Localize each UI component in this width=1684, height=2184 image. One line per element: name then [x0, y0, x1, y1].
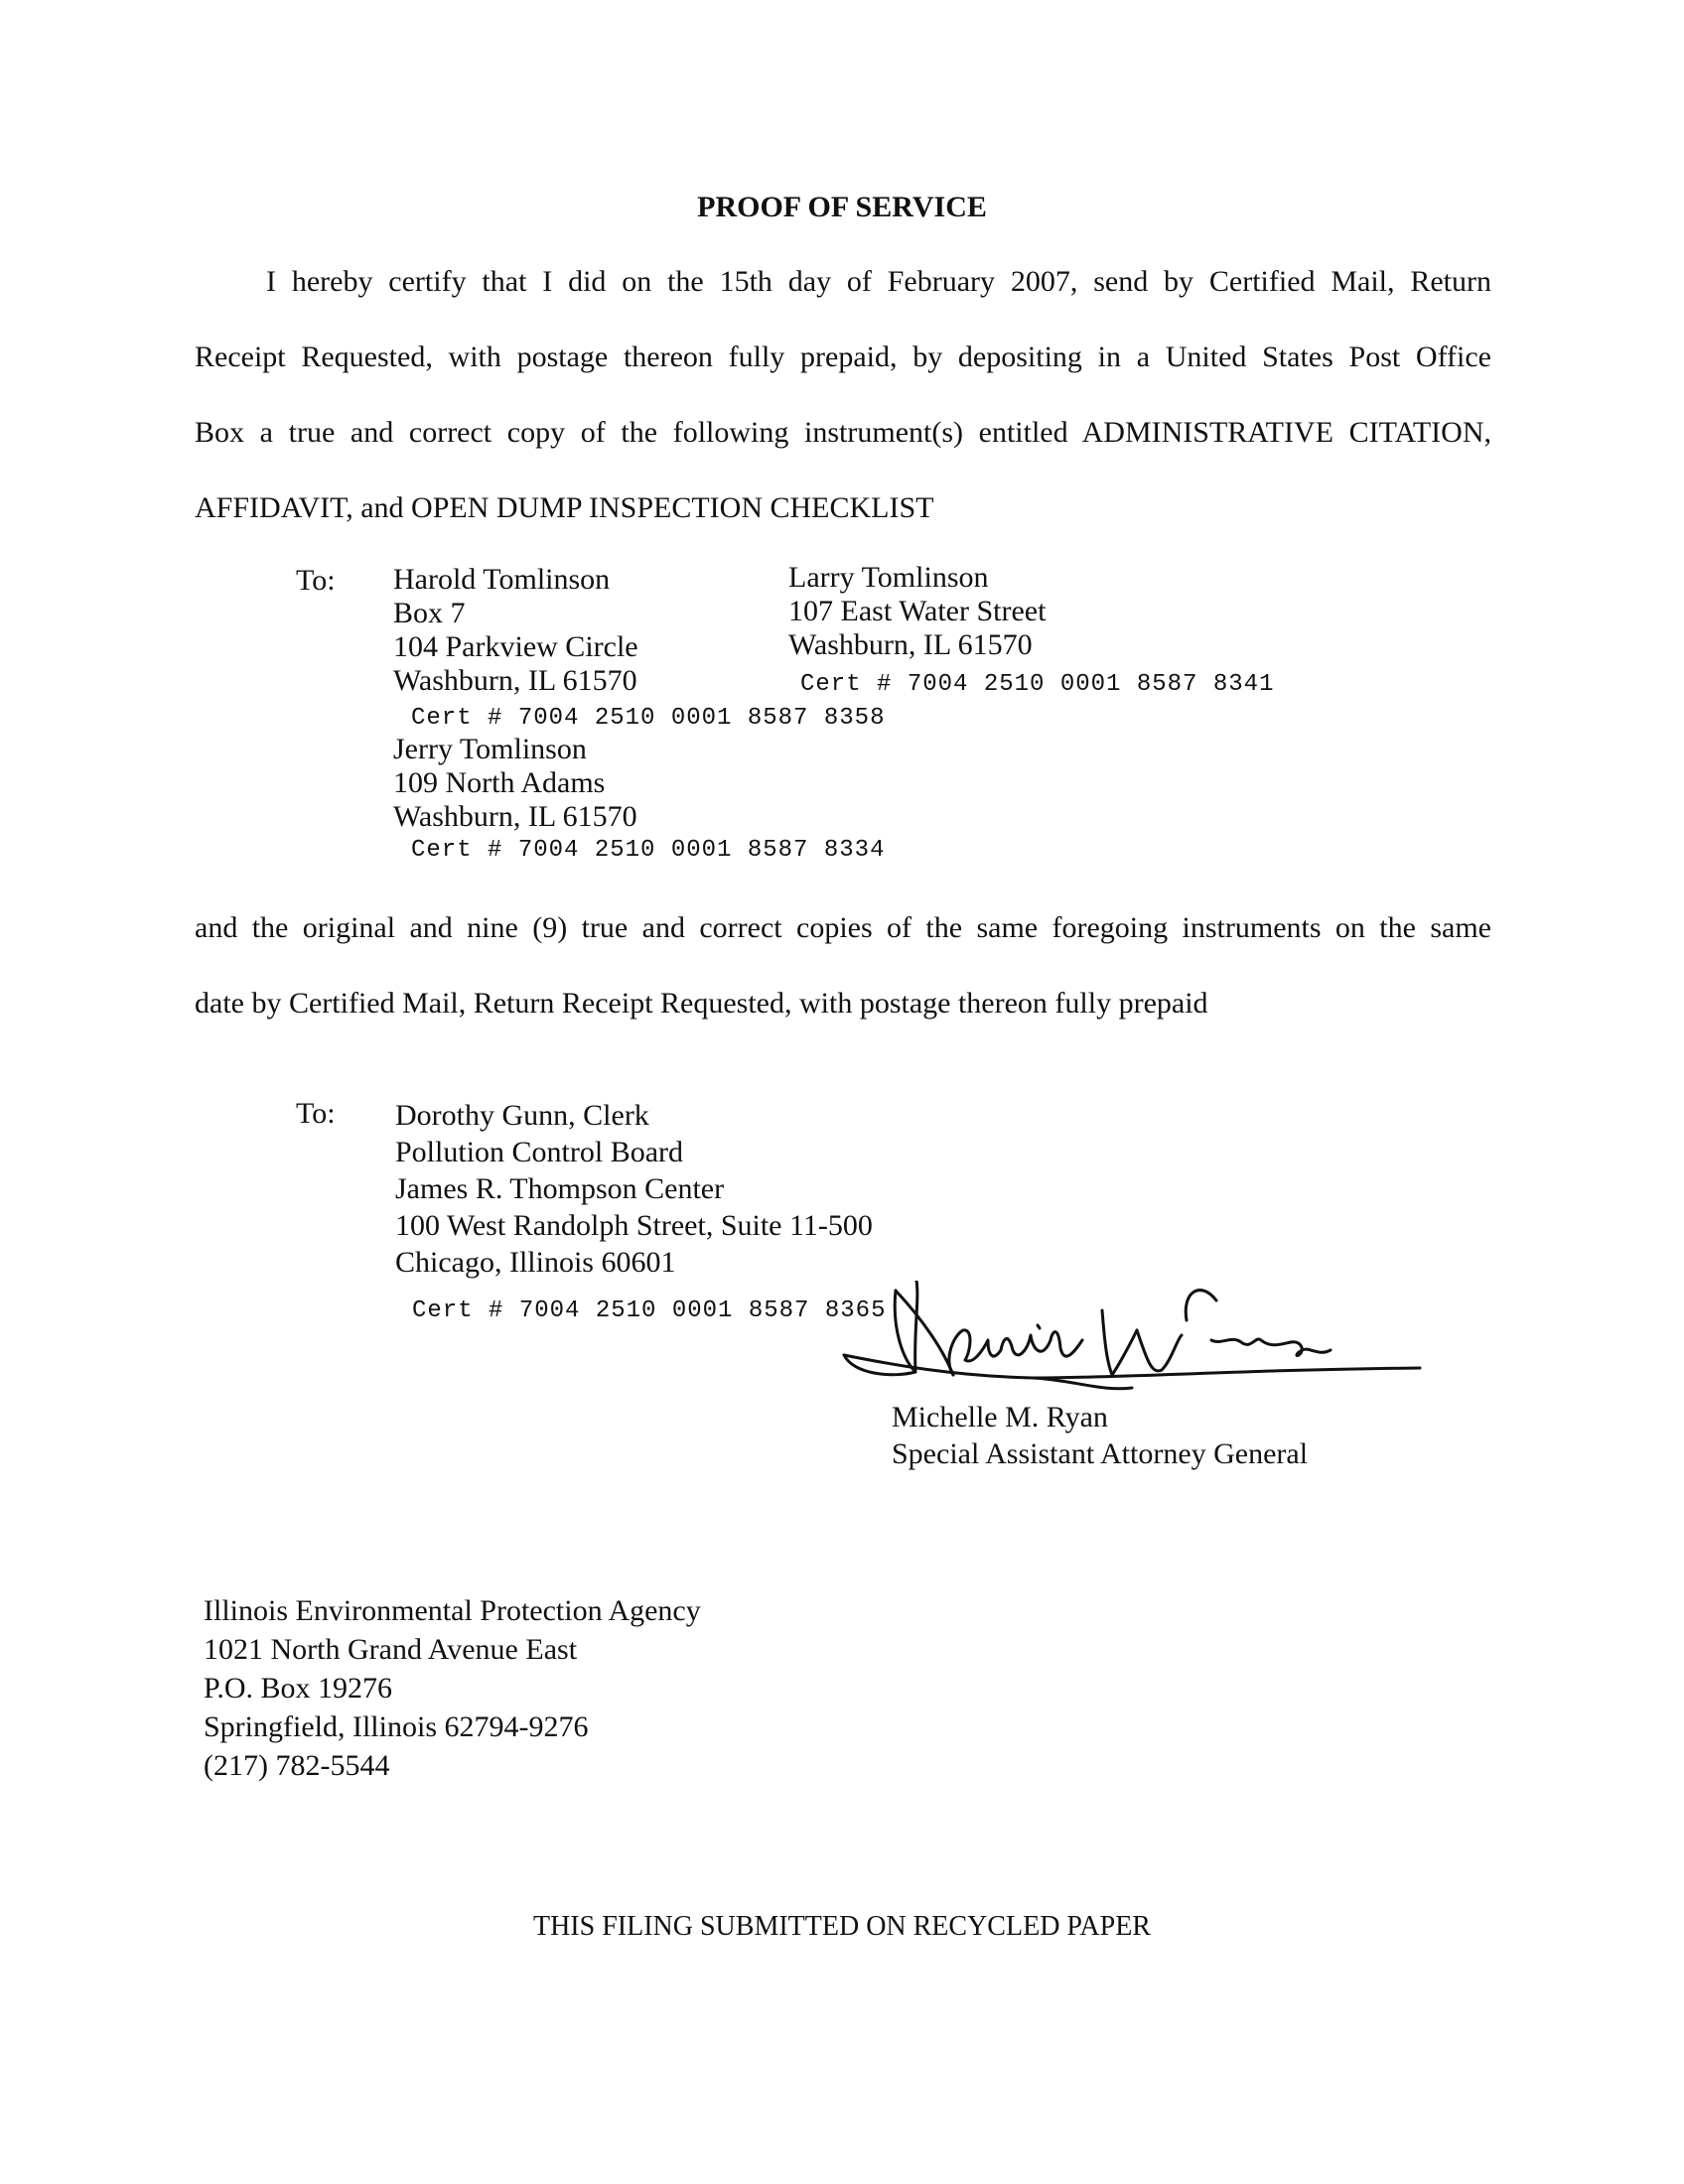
signer-block: [892, 1399, 1308, 1472]
agency-address-line: 1021 North Grand Avenue East: [204, 1633, 578, 1666]
agency-address-line: P.O. Box 19276: [204, 1672, 393, 1705]
clerk-address-line: Pollution Control Board: [395, 1136, 684, 1168]
agency-phone: (217) 782-5544: [204, 1749, 390, 1782]
signer-title: Special Assistant Attorney General: [892, 1437, 1309, 1470]
document-title: PROOF OF SERVICE: [697, 191, 987, 223]
recipient-address-line: Washburn, IL 61570: [788, 628, 1033, 661]
cert-number: Cert # 7004 2510 0001 8587 8334: [411, 837, 886, 864]
paragraph-line: Receipt Requested, with postage thereon fully prepaid, by depositing in a United States Post Office: [195, 341, 1491, 373]
to-label: To:: [296, 1097, 336, 1130]
recipient-address-line: Washburn, IL 61570: [393, 664, 637, 697]
paragraph-line: Box a true and correct copy of the following instrument(s) entitled ADMINISTRATIVE CITATION,: [195, 416, 1491, 449]
recipient-address-line: Box 7: [393, 597, 466, 629]
recipient-address-line: 109 North Adams: [393, 766, 606, 799]
paragraph-line: I hereby certify that I did on the 15th day of February 2007, send by Certified Mail, Return: [266, 265, 1491, 298]
recipient-clerk: [395, 1097, 873, 1281]
recipient-name: Jerry Tomlinson: [393, 733, 587, 765]
clerk-address-line: 100 West Randolph Street, Suite 11-500: [395, 1209, 873, 1242]
recipient-jerry: [393, 733, 637, 834]
clerk-address-line: James R. Thompson Center: [395, 1172, 725, 1205]
recipient-name: Larry Tomlinson: [788, 561, 989, 594]
recipient-harold: [393, 563, 638, 698]
to-label: To:: [296, 564, 336, 597]
certification-paragraph: [195, 244, 1491, 546]
clerk-name: Dorothy Gunn, Clerk: [395, 1099, 649, 1132]
recipient-name: Harold Tomlinson: [393, 563, 611, 596]
recipient-address-line: 107 East Water Street: [788, 595, 1047, 627]
copies-paragraph: [195, 890, 1491, 1041]
signer-name: Michelle M. Ryan: [892, 1401, 1108, 1433]
recipient-address-line: 104 Parkview Circle: [393, 630, 638, 663]
agency-address: [204, 1591, 701, 1785]
cert-number: Cert # 7004 2510 0001 8587 8358: [411, 705, 886, 732]
agency-name: Illinois Environmental Protection Agency: [204, 1594, 701, 1627]
paragraph-line: and the original and nine (9) true and correct copies of the same foregoing instruments on the same: [195, 911, 1491, 944]
paragraph-line: AFFIDAVIT, and OPEN DUMP INSPECTION CHECKLIST: [195, 491, 934, 524]
paragraph-line: date by Certified Mail, Return Receipt Requested, with postage thereon fully prepaid: [195, 987, 1208, 1020]
recipient-address-line: Washburn, IL 61570: [393, 800, 637, 833]
handwritten-signature: [834, 1281, 1430, 1410]
agency-address-line: Springfield, Illinois 62794-9276: [204, 1710, 589, 1743]
cert-number: Cert # 7004 2510 0001 8587 8341: [800, 671, 1275, 698]
recipient-larry: [788, 561, 1046, 662]
recycled-paper-footer: THIS FILING SUBMITTED ON RECYCLED PAPER: [532, 1911, 1151, 1942]
clerk-address-line: Chicago, Illinois 60601: [395, 1246, 676, 1279]
cert-number: Cert # 7004 2510 0001 8587 8365: [412, 1297, 887, 1324]
